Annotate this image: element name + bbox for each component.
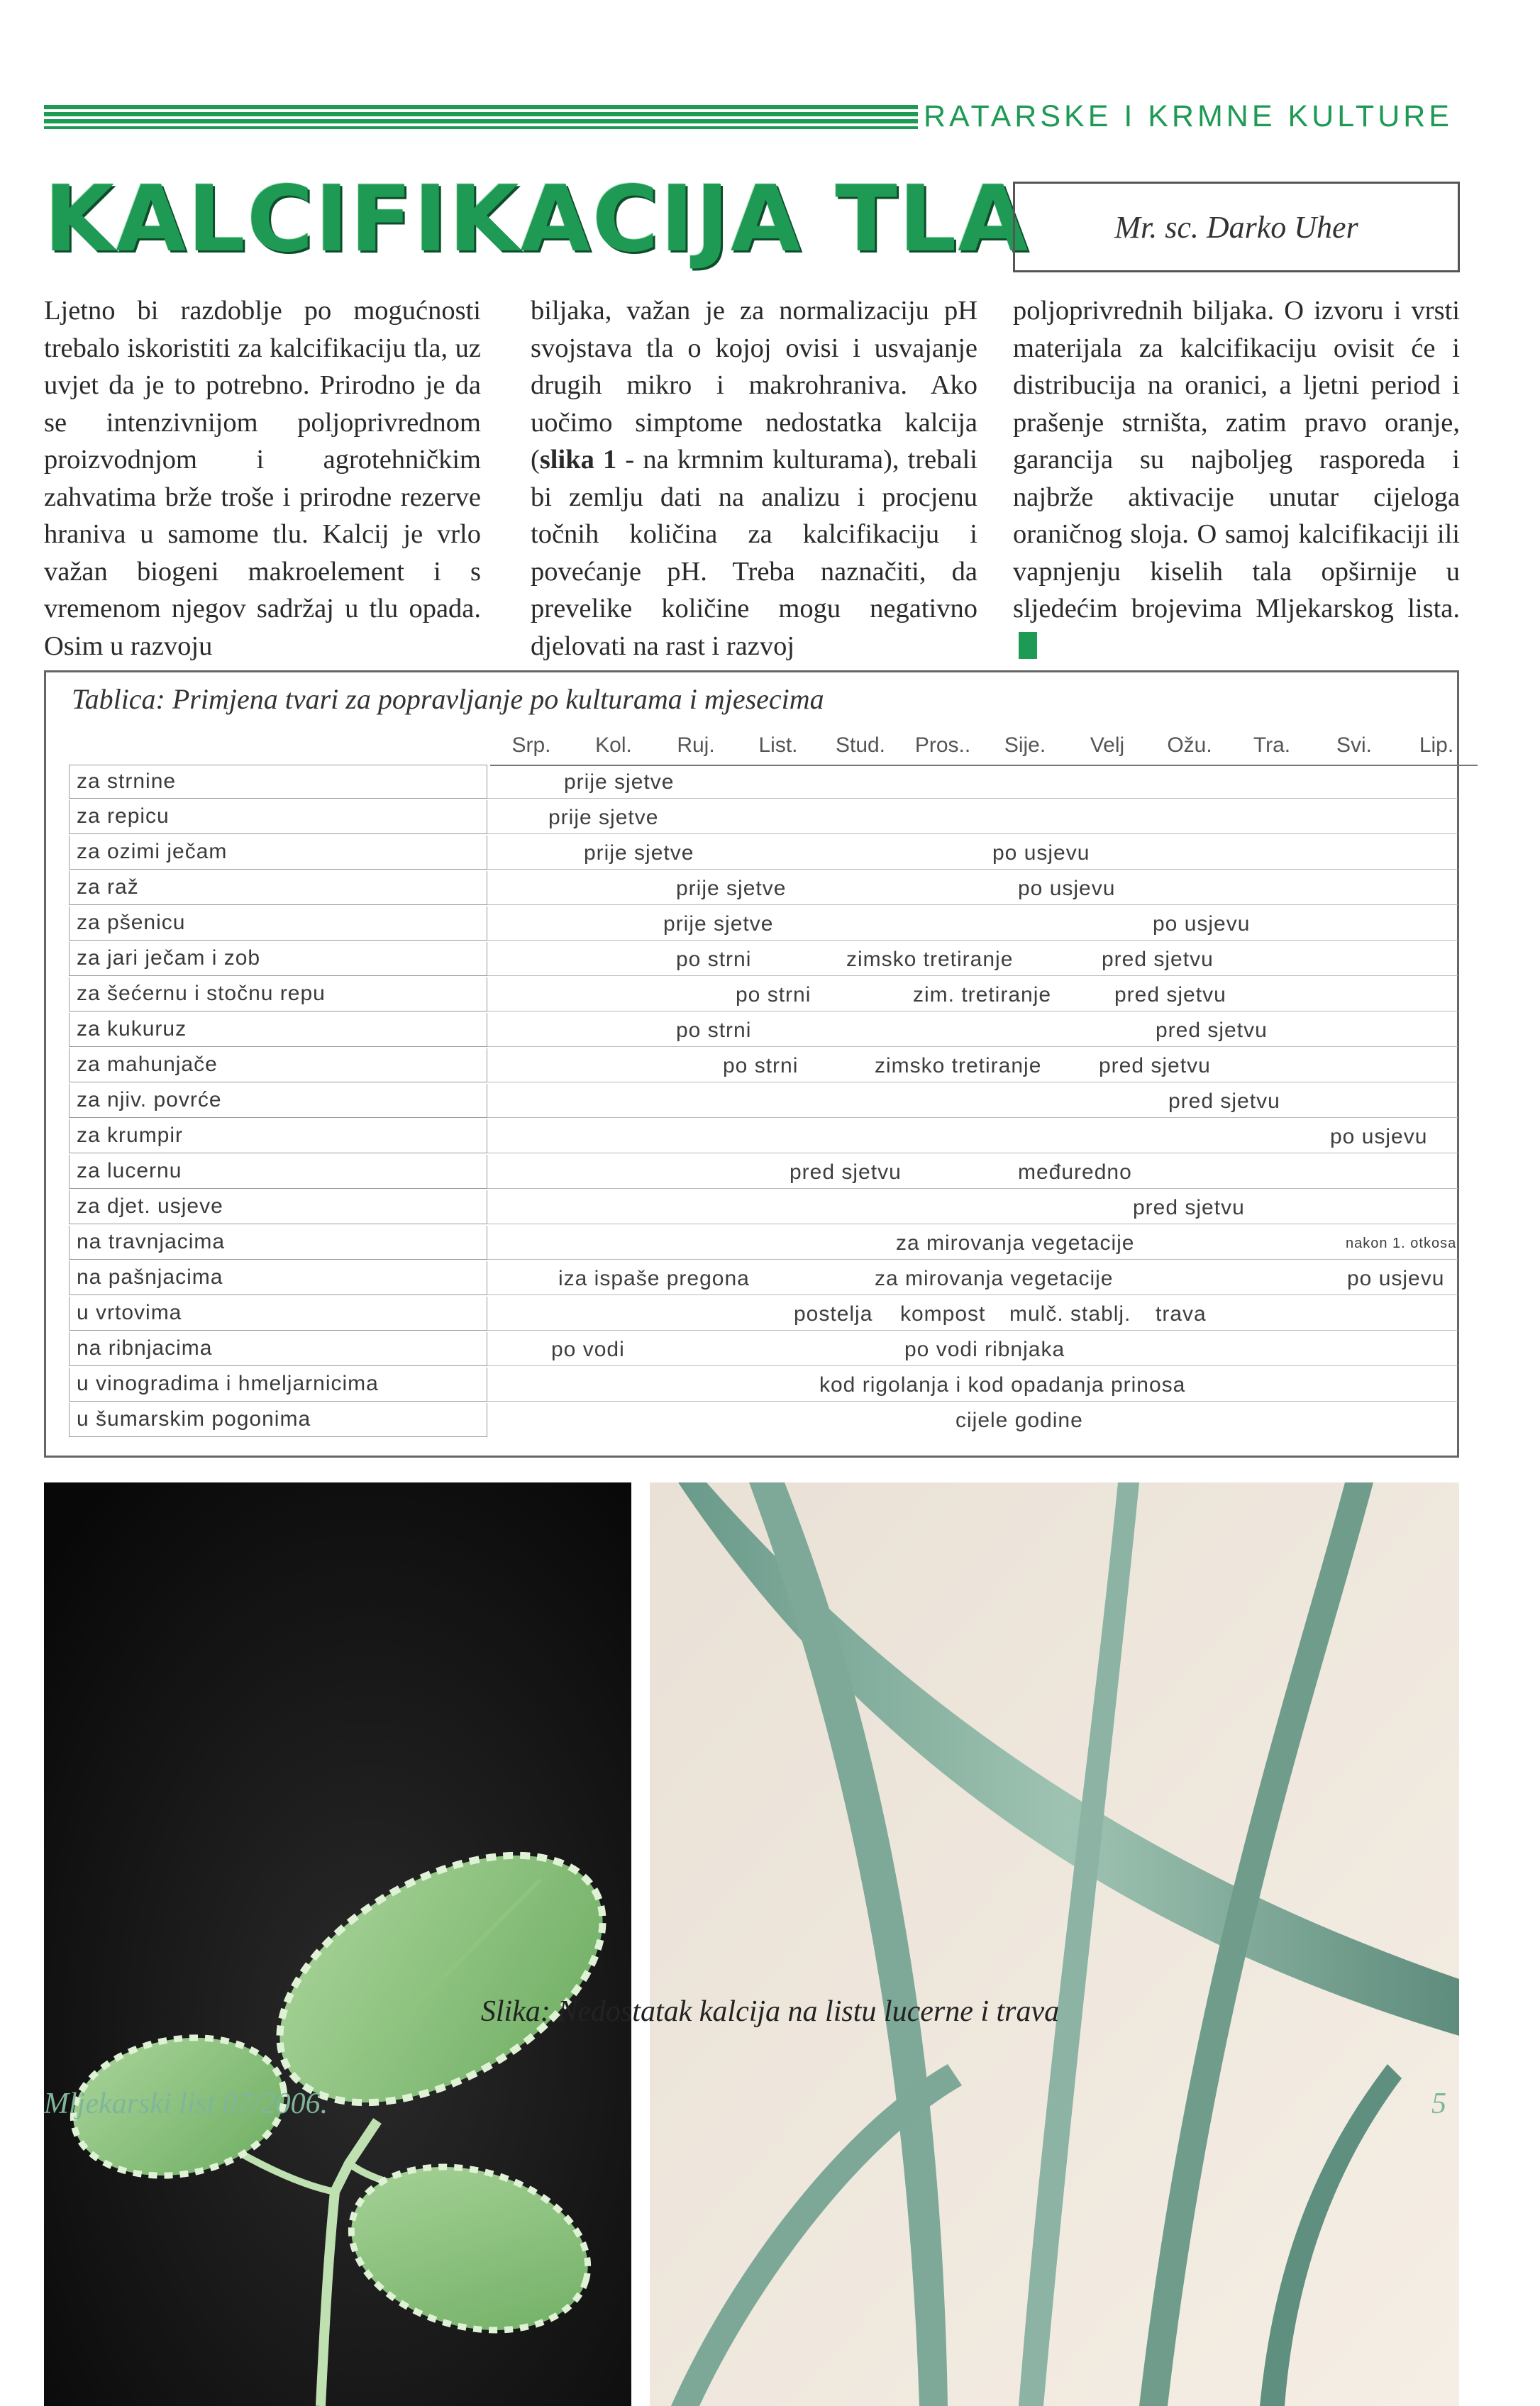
table-row: [69, 1048, 1459, 1083]
crop-label: za kukuruz: [69, 1013, 487, 1047]
month-label: Kol.: [595, 733, 632, 757]
row-divider: [487, 833, 1458, 834]
table-cell: pred sjetvu: [1099, 1054, 1211, 1077]
grass-blade-photo: [650, 1482, 1459, 2406]
crop-label: na ribnjacima: [69, 1332, 487, 1366]
table-row: [69, 907, 1459, 941]
crop-label: za mahunjače: [69, 1048, 487, 1082]
figure-reference: slika 1: [539, 445, 617, 475]
table-cell: po strni: [676, 948, 752, 971]
row-divider: [487, 1330, 1458, 1331]
table-row: [69, 977, 1459, 1012]
crop-label: na travnjacima: [69, 1226, 487, 1260]
table-cell: po strni: [736, 983, 811, 1007]
month-label: Ruj.: [677, 733, 715, 757]
table-cell: pred sjetvu: [790, 1160, 902, 1184]
body-column-1: Ljetno bi razdoblje po mogućnosti trebalo iskoristiti za kalcifikaciju tla, uz uvjet da je to potrebno. Prirodno je da se intenzivnijom poljoprivrednom proizvodnjom i agrotehničkim zahvatima brže troše i prirodne rezerve hraniva u samome tlu. Kalcij je vrlo važan biogeni makroelement i s vremenom njegov sadržaj u tlu opada. Osim u razvoju: [44, 296, 481, 661]
table-row: [69, 800, 1459, 835]
table-cell: za mirovanja vegetacije: [875, 1267, 1114, 1290]
crop-label: za raž: [69, 871, 487, 905]
table-row: [69, 1368, 1459, 1402]
body-column-2-part-a: biljaka, važan je za normalizaciju pH svojstava tla o kojoj ovisi i usvajanje drugih mikro i makrohraniva. Ako uočimo simptome nedostatka kalcija (: [531, 296, 977, 475]
table-cell: pred sjetvu: [1156, 1019, 1268, 1042]
row-divider: [487, 869, 1458, 870]
table-caption: Tablica: Primjena tvari za popravljanje po kulturama i mjesecima: [72, 683, 824, 715]
table-row: [69, 1013, 1459, 1048]
table-row: [69, 942, 1459, 977]
table-cell: po usjevu: [992, 841, 1090, 865]
crop-label: za šećernu i stočnu repu: [69, 977, 487, 1011]
month-label: Srp.: [511, 733, 551, 757]
section-label: RATARSKE I KRMNE KULTURE: [924, 99, 1453, 133]
table-cell: za mirovanja vegetacije: [896, 1231, 1135, 1255]
row-divider: [487, 798, 1458, 799]
table-cell: po strni: [676, 1019, 752, 1042]
row-divider: [487, 1188, 1458, 1189]
crop-label: za repicu: [69, 800, 487, 834]
table-row: [69, 1261, 1459, 1296]
month-label: Lip.: [1419, 733, 1454, 757]
crop-label: za njiv. povrće: [69, 1084, 487, 1118]
table-cell: trava: [1156, 1302, 1207, 1326]
table-cell: prije sjetve: [676, 877, 787, 900]
month-header: [490, 733, 1478, 766]
table-cell: zim. tretiranje: [913, 983, 1052, 1007]
author-name: Mr. sc. Darko Uher: [1114, 209, 1358, 245]
alfalfa-leaf-illustration: [44, 1482, 631, 2406]
crop-label: za ozimi ječam: [69, 836, 487, 870]
table-row: [69, 1332, 1459, 1367]
table-row: [69, 1226, 1459, 1260]
row-divider: [487, 1365, 1458, 1366]
crop-label: za strnine: [69, 765, 487, 799]
alfalfa-leaf-photo: [44, 1482, 631, 2406]
row-divider: [487, 1401, 1458, 1402]
section-rule: [44, 105, 918, 129]
table-cell: pred sjetvu: [1133, 1196, 1245, 1219]
crop-label: u vinogradima i hmeljarnicima: [69, 1368, 487, 1402]
table-cell: međuredno: [1018, 1160, 1132, 1184]
month-label: Stud.: [835, 733, 886, 757]
month-label: List.: [758, 733, 798, 757]
table-cell: kod rigolanja i kod opadanja prinosa: [819, 1373, 1186, 1397]
author-box: [1013, 182, 1460, 272]
crop-label: u šumarskim pogonima: [69, 1403, 487, 1437]
table-cell: po vodi ribnjaka: [904, 1338, 1065, 1361]
month-label: Pros..: [914, 733, 971, 757]
row-divider: [487, 1117, 1458, 1118]
table-cell: kompost: [900, 1302, 986, 1326]
crop-label: za pšenicu: [69, 907, 487, 941]
table-cell: prije sjetve: [584, 841, 694, 865]
table-row: [69, 1297, 1459, 1331]
application-table: [44, 670, 1459, 1458]
table-cell: po usjevu: [1018, 877, 1116, 900]
month-label: Ožu.: [1167, 733, 1212, 757]
table-row: [69, 836, 1459, 870]
table-row: [69, 871, 1459, 906]
crop-label: za djet. usjeve: [69, 1190, 487, 1224]
row-divider: [487, 904, 1458, 905]
table-cell: po usjevu: [1347, 1267, 1445, 1290]
table-cell: po usjevu: [1330, 1125, 1428, 1148]
table-row: [69, 1119, 1459, 1154]
body-column-3-text: poljoprivrednih biljaka. O izvoru i vrsti materijala za kalcifikaciju ovisit će i distribucija na oranici, a ljetni period i prašenje strništa, zatim pravo oranje, garancija su najboljeg rasporeda i najbrže aktivacije unutar cijeloga oraničnog sloja. O samoj kalcifikaciji ili vapnjenju kiselih tala opširnije u sljedećim brojevima Mljekarskog lista.: [1013, 296, 1460, 623]
month-label: Tra.: [1253, 733, 1291, 757]
month-label: Velj: [1090, 733, 1125, 757]
table-cell: nakon 1. otkosa: [1346, 1236, 1457, 1251]
row-divider: [487, 975, 1458, 976]
table-cell: po vodi: [551, 1338, 625, 1361]
page-number: 5: [1431, 2088, 1446, 2120]
crop-label: u vrtovima: [69, 1297, 487, 1331]
crop-label: za jari ječam i zob: [69, 942, 487, 976]
table-cell: postelja: [794, 1302, 873, 1326]
table-row: [69, 1190, 1459, 1225]
table-cell: pred sjetvu: [1168, 1090, 1280, 1113]
row-divider: [487, 940, 1458, 941]
table-cell: cijele godine: [955, 1409, 1083, 1432]
table-cell: mulč. stablj.: [1009, 1302, 1131, 1326]
table-cell: prije sjetve: [548, 806, 659, 829]
table-row: [69, 1403, 1459, 1438]
row-divider: [487, 1259, 1458, 1260]
table-cell: prije sjetve: [564, 770, 675, 794]
publication-footer: Mljekarski list 07/2006.: [44, 2088, 328, 2120]
end-of-article-mark: [1019, 632, 1037, 659]
table-row: [69, 1155, 1459, 1190]
month-label: Sije.: [1004, 733, 1046, 757]
figure-caption: Slika: Nedostatak kalcija na listu lucerne i trava: [480, 1995, 1060, 2028]
month-label: Svi.: [1336, 733, 1372, 757]
table-cell: po strni: [723, 1054, 799, 1077]
table-cell: pred sjetvu: [1114, 983, 1226, 1007]
table-cell: pred sjetvu: [1102, 948, 1214, 971]
row-divider: [487, 1046, 1458, 1047]
article-title: KALCIFIKACIJA TLA: [44, 167, 1030, 272]
table-cell: prije sjetve: [663, 912, 774, 936]
table-cell: zimsko tretiranje: [875, 1054, 1042, 1077]
crop-label: za lucernu: [69, 1155, 487, 1189]
body-column-3: [1013, 292, 1460, 665]
table-cell: po usjevu: [1153, 912, 1251, 936]
crop-label: za krumpir: [69, 1119, 487, 1153]
table-row: [69, 1084, 1459, 1119]
body-column-2-part-b: - na krmnim kulturama), trebali bi zemlju dati na analizu i procjenu točnih količina za kalcifikaciju i povećanje pH. Treba naznačiti, da prevelike količine mogu negativno djelovati na rast i razvoj: [531, 445, 977, 661]
crop-label: na pašnjacima: [69, 1261, 487, 1295]
grass-illustration: [650, 1482, 1459, 2406]
table-row: [69, 765, 1459, 799]
body-column-2: [531, 292, 977, 665]
table-cell: iza ispaše pregona: [558, 1267, 750, 1290]
table-cell: zimsko tretiranje: [846, 948, 1014, 971]
